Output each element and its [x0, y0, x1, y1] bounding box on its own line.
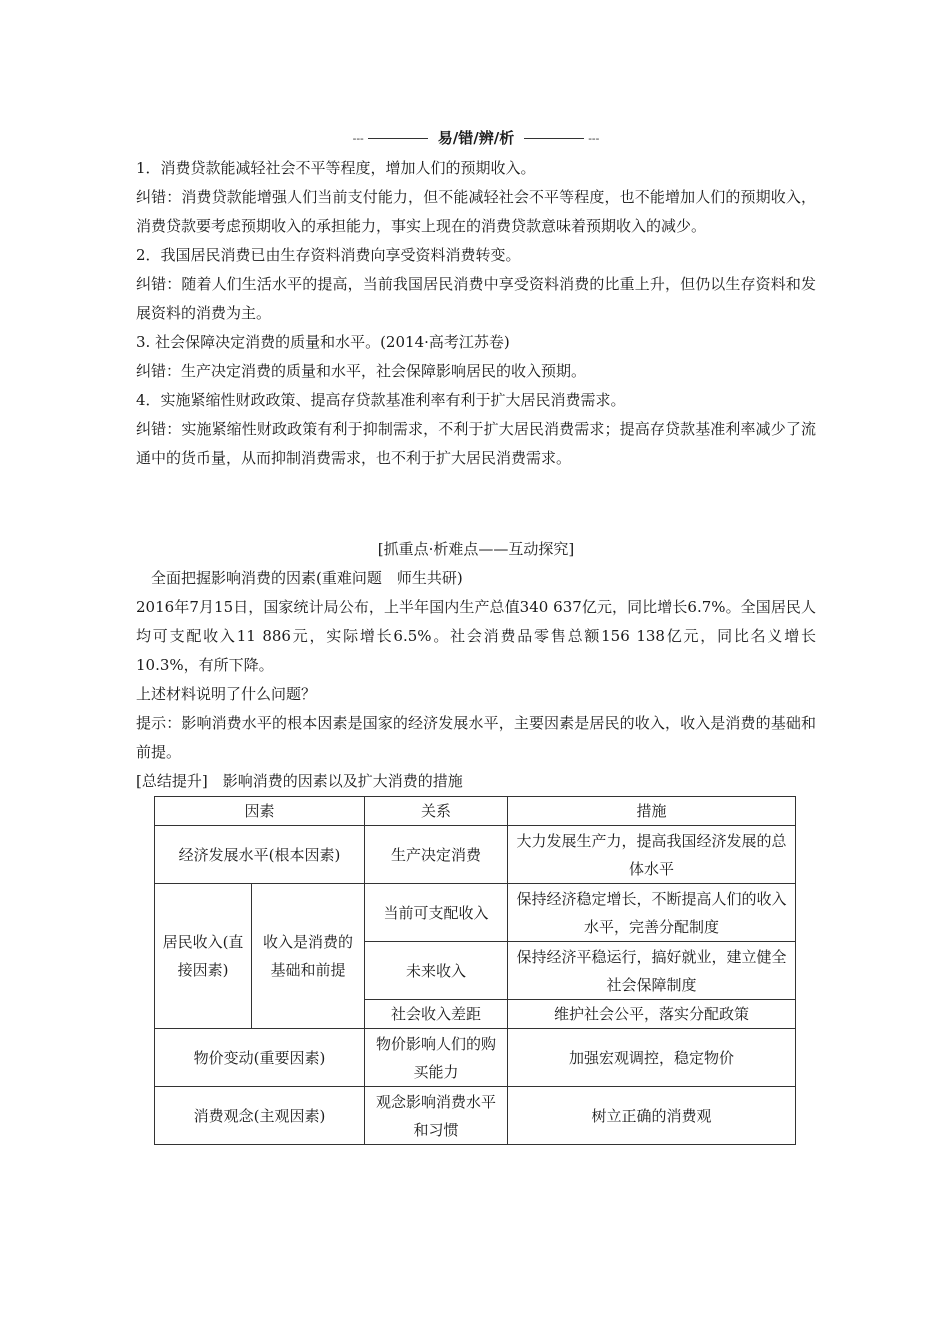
cell-relation: 观念影响消费水平和习惯 [365, 1087, 508, 1145]
cell-measure: 维护社会公平，落实分配政策 [508, 1000, 796, 1029]
cell-factor: 消费观念(主观因素) [155, 1087, 365, 1145]
error-correction-1: 纠错：消费贷款能增强人们当前支付能力，但不能减轻社会不平等程度，也不能增加人们的预期收入，消费贷款要考虑预期收入的承担能力，事实上现在的消费贷款意味着预期收入的减少。 [136, 188, 816, 235]
heading-dashes-left: --- [352, 131, 364, 145]
table-row [155, 1087, 796, 1145]
heading-rule-right [524, 138, 584, 139]
error-correction-2: 纠错：随着人们生活水平的提高，当前我国居民消费中享受资料消费的比重上升，但仍以生存资料和发展资料的消费为主。 [136, 275, 816, 322]
cell-relation: 当前可支配收入 [365, 884, 508, 942]
header-relation: 关系 [365, 797, 508, 826]
section-heading [136, 124, 816, 152]
cell-measure: 加强宏观调控，稳定物价 [508, 1029, 796, 1087]
question-text: 上述材料说明了什么问题？ [136, 685, 317, 703]
error-statement-2: 2．我国居民消费已由生存资料消费向享受资料消费转变。 [136, 246, 521, 264]
cell-income-relation-main: 收入是消费的基础和前提 [252, 884, 365, 1029]
material-text: 2016年7月15日，国家统计局公布，上半年国内生产总值340 637亿元，同比增长6.7%。全国居民人均可支配收入11 886元，实际增长6.5%。社会消费品零售总额156 138亿元，同比名义增长10.3%，有所下降。 [136, 598, 816, 674]
topic-title: 全面把握影响消费的因素(重难问题 师生共研) [151, 569, 463, 587]
error-statement-3: 3. 社会保障决定消费的质量和水平。(2014·高考江苏卷) [136, 333, 510, 351]
header-measure: 措施 [508, 797, 796, 826]
table-row [155, 1029, 796, 1087]
error-statement-1: 1．消费贷款能减轻社会不平等程度，增加人们的预期收入。 [136, 159, 536, 177]
header-factor: 因素 [155, 797, 365, 826]
hint-text: 提示：影响消费水平的根本因素是国家的经济发展水平，主要因素是居民的收入，收入是消费的基础和前提。 [136, 714, 816, 761]
error-correction-3: 纠错：生产决定消费的质量和水平，社会保障影响居民的收入预期。 [136, 362, 587, 380]
cell-measure: 保持经济稳定增长，不断提高人们的收入水平，完善分配制度 [508, 884, 796, 942]
cell-relation: 未来收入 [365, 942, 508, 1000]
error-statement-4: 4．实施紧缩性财政政策、提高存贷款基准利率有利于扩大居民消费需求。 [136, 391, 626, 409]
error-correction-4: 纠错：实施紧缩性财政政策有利于抑制需求，不利于扩大居民消费需求；提高存贷款基准利率减少了流通中的货币量，从而抑制消费需求，也不利于扩大居民消费需求。 [136, 420, 816, 467]
document-page [136, 124, 816, 1145]
factors-table [154, 796, 796, 1145]
section-title: [抓重点·析难点——互动探究] [377, 540, 575, 558]
table-header-row [155, 797, 796, 826]
heading-dashes-right: --- [588, 131, 600, 145]
table-row [155, 826, 796, 884]
heading-title: 易/错/辨/析 [437, 128, 515, 147]
spacer [136, 473, 816, 535]
cell-measure: 大力发展生产力，提高我国经济发展的总体水平 [508, 826, 796, 884]
heading-rule-left [368, 138, 428, 139]
cell-factor-income: 居民收入(直接因素) [155, 884, 252, 1029]
cell-relation: 生产决定消费 [365, 826, 508, 884]
cell-measure: 树立正确的消费观 [508, 1087, 796, 1145]
cell-factor: 经济发展水平(根本因素) [155, 826, 365, 884]
table-row [155, 884, 796, 942]
cell-relation: 物价影响人们的购买能力 [365, 1029, 508, 1087]
summary-title: [总结提升] 影响消费的因素以及扩大消费的措施 [136, 772, 463, 790]
cell-measure: 保持经济平稳运行，搞好就业，建立健全社会保障制度 [508, 942, 796, 1000]
cell-factor: 物价变动(重要因素) [155, 1029, 365, 1087]
cell-relation: 社会收入差距 [365, 1000, 508, 1029]
